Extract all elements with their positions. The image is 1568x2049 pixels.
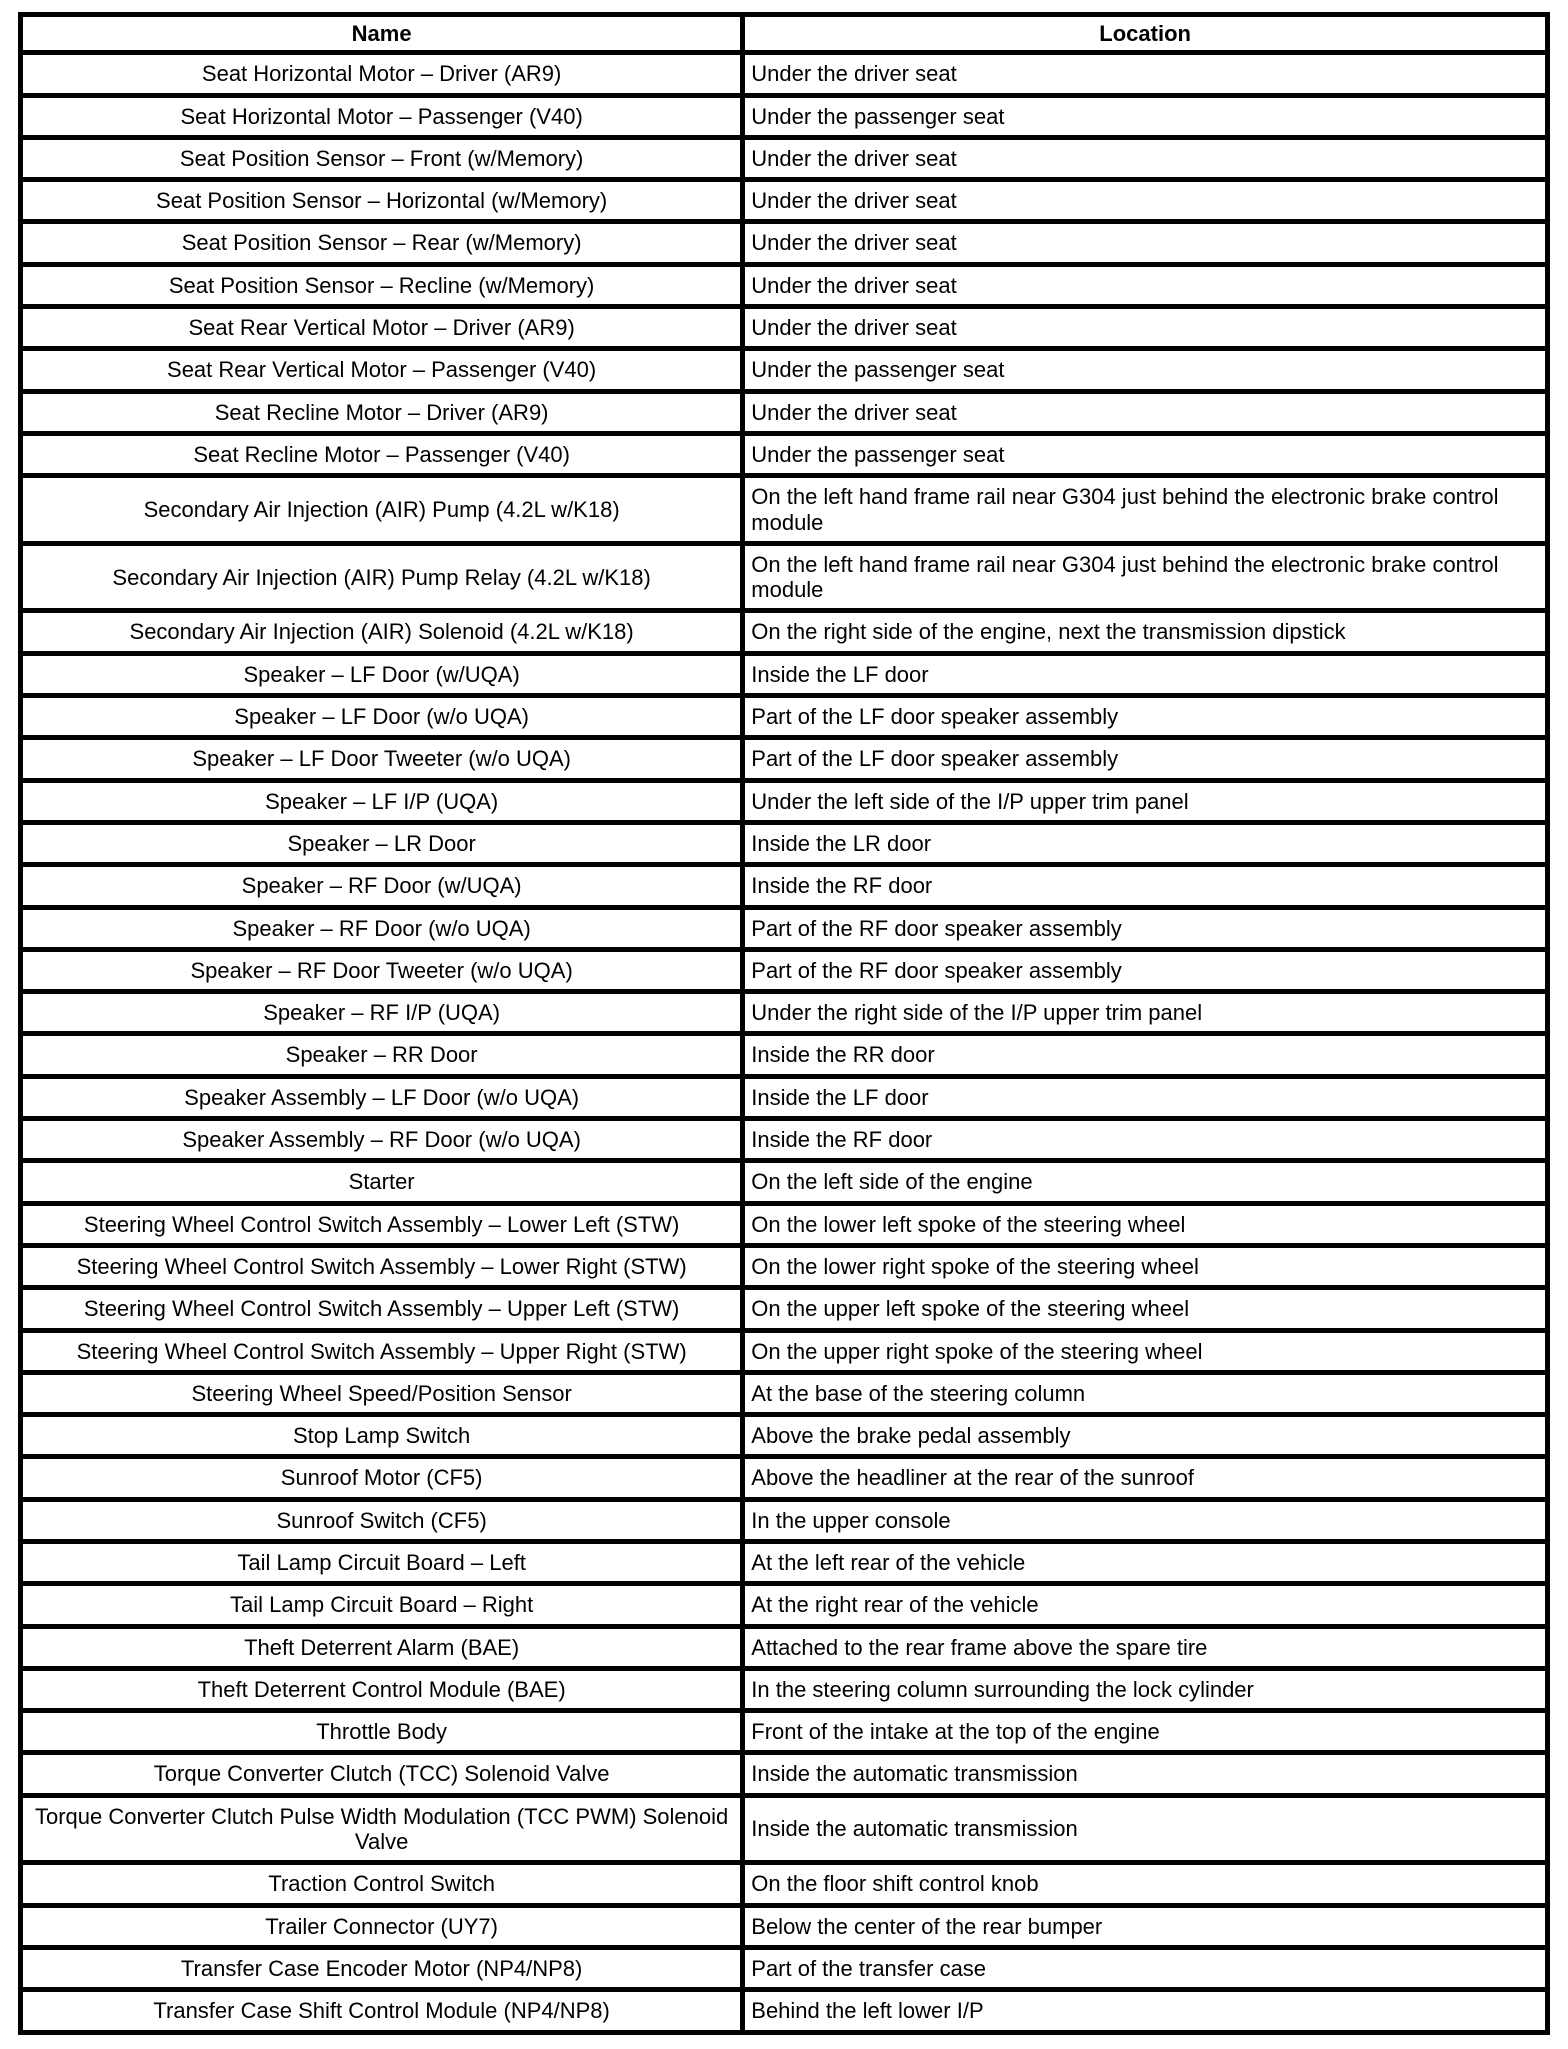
component-location-cell: On the floor shift control knob <box>743 1863 1548 1905</box>
component-location-cell: Under the driver seat <box>743 53 1548 95</box>
table-row <box>21 1161 1548 1203</box>
column-header-name: Name <box>21 15 743 53</box>
component-name-cell: Theft Deterrent Alarm (BAE) <box>21 1626 743 1668</box>
table-row <box>21 611 1548 653</box>
component-location-cell: On the lower right spoke of the steering wheel <box>743 1245 1548 1287</box>
table-row <box>21 264 1548 306</box>
component-location-cell: On the lower left spoke of the steering wheel <box>743 1203 1548 1245</box>
component-location-cell: On the right side of the engine, next the transmission dipstick <box>743 611 1548 653</box>
table-row <box>21 1626 1548 1668</box>
component-location-table <box>18 12 1550 2035</box>
table-row <box>21 1245 1548 1287</box>
table-row <box>21 1330 1548 1372</box>
component-location-cell: Under the left side of the I/P upper trim panel <box>743 780 1548 822</box>
table-row <box>21 1119 1548 1161</box>
component-location-cell: Part of the RF door speaker assembly <box>743 949 1548 991</box>
column-header-location: Location <box>743 15 1548 53</box>
component-name-cell: Speaker Assembly – RF Door (w/o UQA) <box>21 1119 743 1161</box>
table-row <box>21 349 1548 391</box>
component-name-cell: Steering Wheel Control Switch Assembly – Upper Left (STW) <box>21 1288 743 1330</box>
table-row <box>21 1863 1548 1905</box>
table-row <box>21 1372 1548 1414</box>
table-row <box>21 95 1548 137</box>
component-location-cell: Inside the RF door <box>743 1119 1548 1161</box>
component-name-cell: Sunroof Motor (CF5) <box>21 1457 743 1499</box>
table-row <box>21 1905 1548 1947</box>
table-row <box>21 1584 1548 1626</box>
component-name-cell: Seat Rear Vertical Motor – Passenger (V40) <box>21 349 743 391</box>
component-location-cell: In the steering column surrounding the lock cylinder <box>743 1668 1548 1710</box>
component-name-cell: Speaker – LF I/P (UQA) <box>21 780 743 822</box>
component-name-cell: Starter <box>21 1161 743 1203</box>
component-location-cell: Part of the LF door speaker assembly <box>743 738 1548 780</box>
table-row <box>21 1499 1548 1541</box>
component-name-cell: Steering Wheel Control Switch Assembly – Lower Left (STW) <box>21 1203 743 1245</box>
component-name-cell: Torque Converter Clutch (TCC) Solenoid Valve <box>21 1753 743 1795</box>
component-name-cell: Tail Lamp Circuit Board – Right <box>21 1584 743 1626</box>
table-row <box>21 1076 1548 1118</box>
component-location-cell: At the right rear of the vehicle <box>743 1584 1548 1626</box>
component-location-cell: Inside the LF door <box>743 1076 1548 1118</box>
table-row <box>21 1990 1548 2032</box>
table-row <box>21 53 1548 95</box>
component-location-cell: Under the driver seat <box>743 137 1548 179</box>
table-row <box>21 696 1548 738</box>
component-name-cell: Throttle Body <box>21 1711 743 1753</box>
component-name-cell: Tail Lamp Circuit Board – Left <box>21 1541 743 1583</box>
table-row <box>21 738 1548 780</box>
component-location-cell: Under the passenger seat <box>743 95 1548 137</box>
table-row <box>21 1795 1548 1863</box>
component-location-cell: Inside the LF door <box>743 653 1548 695</box>
component-location-cell: Inside the automatic transmission <box>743 1795 1548 1863</box>
component-name-cell: Transfer Case Shift Control Module (NP4/NP8) <box>21 1990 743 2032</box>
table-row <box>21 1457 1548 1499</box>
component-name-cell: Seat Recline Motor – Passenger (V40) <box>21 433 743 475</box>
table-row <box>21 222 1548 264</box>
component-location-cell: Under the passenger seat <box>743 349 1548 391</box>
component-location-cell: On the upper right spoke of the steering wheel <box>743 1330 1548 1372</box>
component-name-cell: Speaker – RF Door Tweeter (w/o UQA) <box>21 949 743 991</box>
component-name-cell: Steering Wheel Control Switch Assembly – Lower Right (STW) <box>21 1245 743 1287</box>
table-row <box>21 1668 1548 1710</box>
table-row <box>21 307 1548 349</box>
component-location-cell: Under the driver seat <box>743 307 1548 349</box>
table-row <box>21 180 1548 222</box>
component-name-cell: Secondary Air Injection (AIR) Pump (4.2L w/K18) <box>21 476 743 544</box>
component-name-cell: Seat Horizontal Motor – Driver (AR9) <box>21 53 743 95</box>
component-location-cell: Part of the transfer case <box>743 1947 1548 1989</box>
component-name-cell: Stop Lamp Switch <box>21 1415 743 1457</box>
component-name-cell: Speaker – LR Door <box>21 822 743 864</box>
component-name-cell: Transfer Case Encoder Motor (NP4/NP8) <box>21 1947 743 1989</box>
component-name-cell: Steering Wheel Speed/Position Sensor <box>21 1372 743 1414</box>
table-row <box>21 391 1548 433</box>
component-name-cell: Steering Wheel Control Switch Assembly – Upper Right (STW) <box>21 1330 743 1372</box>
component-location-cell: Under the driver seat <box>743 391 1548 433</box>
component-name-cell: Seat Position Sensor – Recline (w/Memory) <box>21 264 743 306</box>
table-row <box>21 907 1548 949</box>
component-name-cell: Seat Position Sensor – Front (w/Memory) <box>21 137 743 179</box>
component-location-cell: Above the headliner at the rear of the sunroof <box>743 1457 1548 1499</box>
table-row <box>21 1711 1548 1753</box>
table-row <box>21 1034 1548 1076</box>
table-row <box>21 1753 1548 1795</box>
table-row <box>21 1415 1548 1457</box>
table-row <box>21 476 1548 544</box>
component-name-cell: Torque Converter Clutch Pulse Width Modulation (TCC PWM) Solenoid Valve <box>21 1795 743 1863</box>
component-location-cell: In the upper console <box>743 1499 1548 1541</box>
table-body <box>21 53 1548 2032</box>
table-row <box>21 949 1548 991</box>
component-name-cell: Theft Deterrent Control Module (BAE) <box>21 1668 743 1710</box>
component-name-cell: Seat Horizontal Motor – Passenger (V40) <box>21 95 743 137</box>
component-location-cell: On the left hand frame rail near G304 just behind the electronic brake control module <box>743 543 1548 611</box>
table-row <box>21 1288 1548 1330</box>
component-name-cell: Speaker – LF Door (w/o UQA) <box>21 696 743 738</box>
component-name-cell: Traction Control Switch <box>21 1863 743 1905</box>
component-location-cell: Under the passenger seat <box>743 433 1548 475</box>
table-row <box>21 865 1548 907</box>
table-row <box>21 543 1548 611</box>
table-row <box>21 780 1548 822</box>
component-name-cell: Speaker – RR Door <box>21 1034 743 1076</box>
component-name-cell: Trailer Connector (UY7) <box>21 1905 743 1947</box>
component-name-cell: Seat Position Sensor – Rear (w/Memory) <box>21 222 743 264</box>
component-location-cell: Inside the RF door <box>743 865 1548 907</box>
component-location-cell: Attached to the rear frame above the spare tire <box>743 1626 1548 1668</box>
component-location-cell: On the upper left spoke of the steering wheel <box>743 1288 1548 1330</box>
component-location-cell: Under the driver seat <box>743 222 1548 264</box>
component-name-cell: Seat Position Sensor – Horizontal (w/Memory) <box>21 180 743 222</box>
table-row <box>21 137 1548 179</box>
component-location-cell: Front of the intake at the top of the engine <box>743 1711 1548 1753</box>
component-location-cell: Below the center of the rear bumper <box>743 1905 1548 1947</box>
component-name-cell: Seat Recline Motor – Driver (AR9) <box>21 391 743 433</box>
component-name-cell: Secondary Air Injection (AIR) Solenoid (4.2L w/K18) <box>21 611 743 653</box>
component-location-cell: At the base of the steering column <box>743 1372 1548 1414</box>
component-location-cell: Part of the RF door speaker assembly <box>743 907 1548 949</box>
table-row <box>21 1203 1548 1245</box>
component-location-cell: Above the brake pedal assembly <box>743 1415 1548 1457</box>
component-name-cell: Secondary Air Injection (AIR) Pump Relay (4.2L w/K18) <box>21 543 743 611</box>
component-location-cell: Under the right side of the I/P upper trim panel <box>743 992 1548 1034</box>
component-name-cell: Speaker – RF Door (w/o UQA) <box>21 907 743 949</box>
component-name-cell: Speaker – RF Door (w/UQA) <box>21 865 743 907</box>
component-name-cell: Speaker – LF Door Tweeter (w/o UQA) <box>21 738 743 780</box>
component-name-cell: Speaker – RF I/P (UQA) <box>21 992 743 1034</box>
component-location-cell: Behind the left lower I/P <box>743 1990 1548 2032</box>
component-name-cell: Speaker – LF Door (w/UQA) <box>21 653 743 695</box>
table-row <box>21 433 1548 475</box>
component-location-cell: Under the driver seat <box>743 264 1548 306</box>
component-location-cell: Part of the LF door speaker assembly <box>743 696 1548 738</box>
table-row <box>21 1947 1548 1989</box>
component-location-cell: Under the driver seat <box>743 180 1548 222</box>
component-location-cell: At the left rear of the vehicle <box>743 1541 1548 1583</box>
component-name-cell: Seat Rear Vertical Motor – Driver (AR9) <box>21 307 743 349</box>
table-row <box>21 822 1548 864</box>
component-name-cell: Speaker Assembly – LF Door (w/o UQA) <box>21 1076 743 1118</box>
component-location-cell: Inside the automatic transmission <box>743 1753 1548 1795</box>
component-name-cell: Sunroof Switch (CF5) <box>21 1499 743 1541</box>
header-row <box>21 15 1548 53</box>
component-location-cell: On the left side of the engine <box>743 1161 1548 1203</box>
component-location-cell: On the left hand frame rail near G304 just behind the electronic brake control module <box>743 476 1548 544</box>
component-location-cell: Inside the LR door <box>743 822 1548 864</box>
table-row <box>21 992 1548 1034</box>
table-row <box>21 1541 1548 1583</box>
component-location-cell: Inside the RR door <box>743 1034 1548 1076</box>
table-row <box>21 653 1548 695</box>
